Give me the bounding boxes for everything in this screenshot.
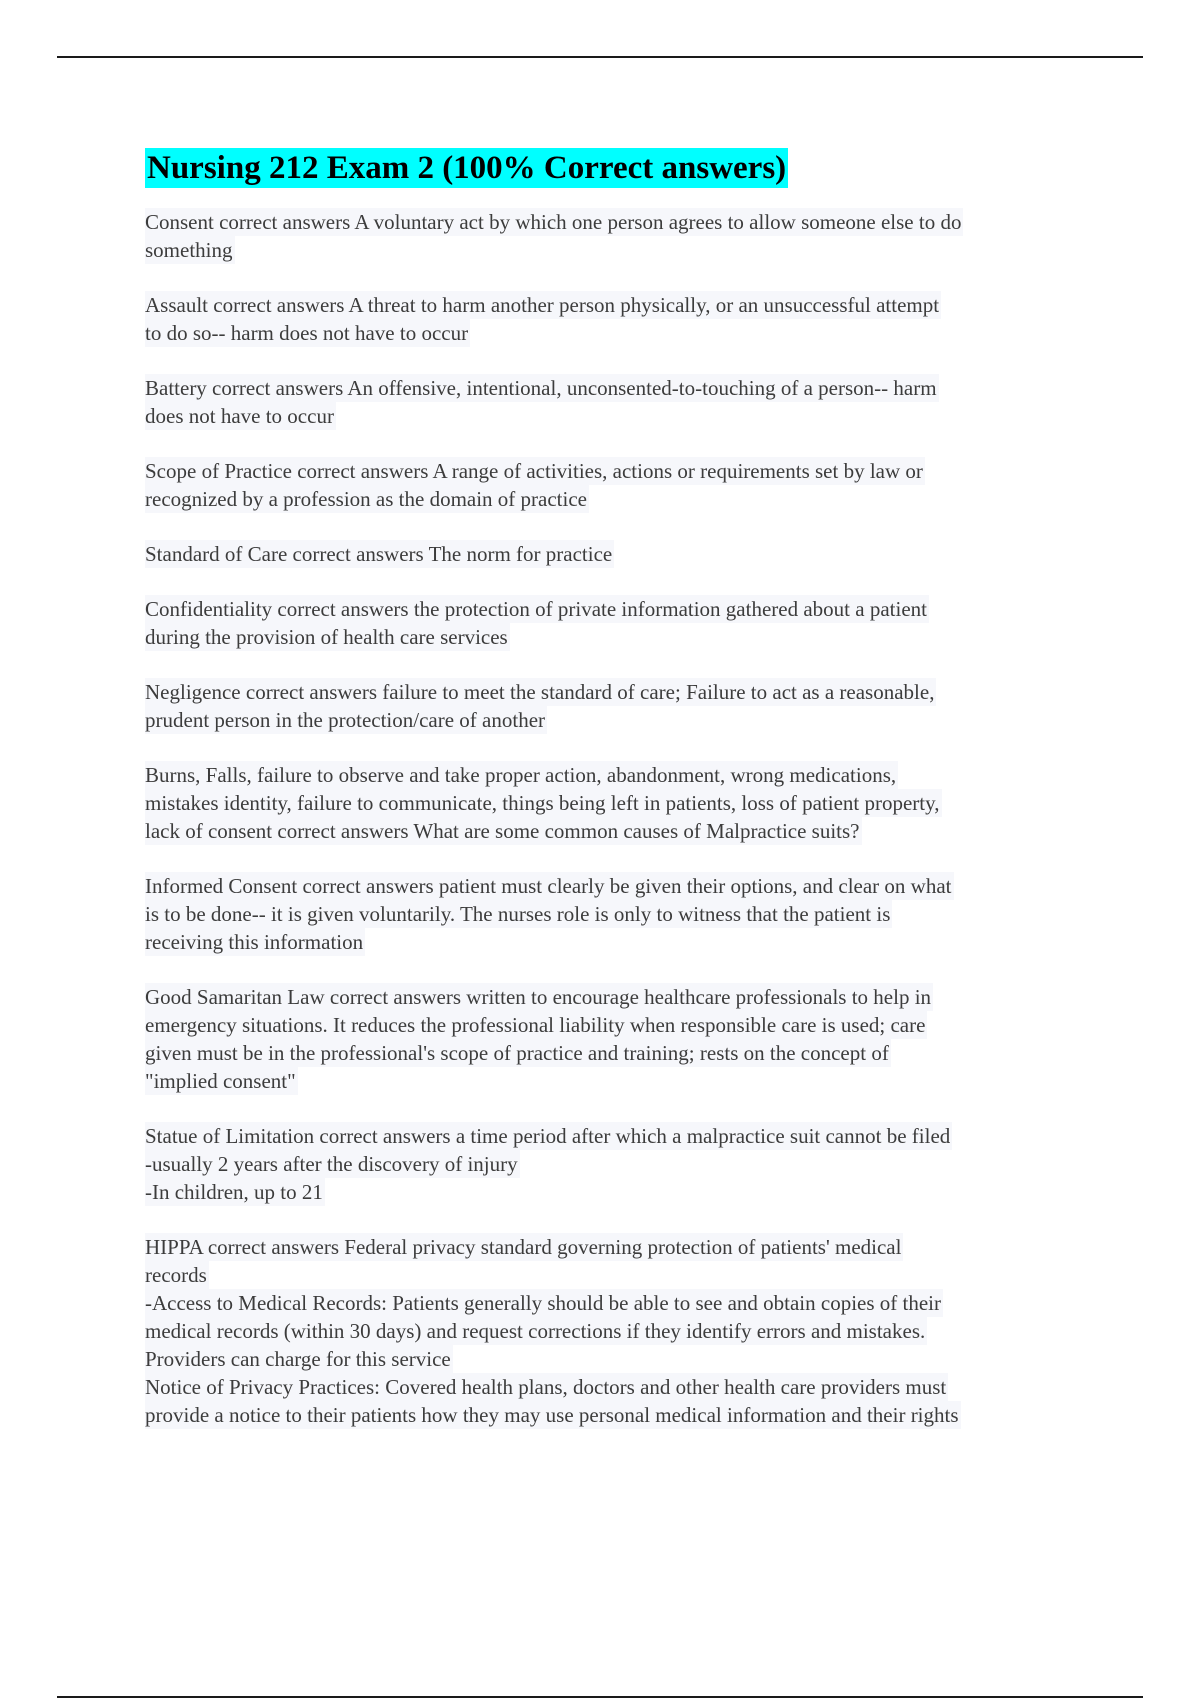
entry-line: to do so-- harm does not have to occur bbox=[145, 321, 469, 345]
document-title: Nursing 212 Exam 2 (100% Correct answers) bbox=[147, 150, 787, 186]
document-body bbox=[145, 148, 1095, 1456]
entry-line: Scope of Practice correct answers A range of activities, actions or requirements set by law or bbox=[145, 459, 923, 483]
entry-line: medical records (within 30 days) and request corrections if they identify errors and mistakes. bbox=[145, 1319, 926, 1343]
qa-entry bbox=[145, 983, 1095, 1095]
qa-entry bbox=[145, 1122, 1095, 1206]
qa-entry bbox=[145, 678, 1095, 734]
qa-entry bbox=[145, 872, 1095, 956]
entry-line: recognized by a profession as the domain of practice bbox=[145, 487, 587, 511]
qa-entry bbox=[145, 291, 1095, 347]
entry-line: provide a notice to their patients how they may use personal medical information and their rights bbox=[145, 1403, 959, 1427]
entry-line: emergency situations. It reduces the professional liability when responsible care is used; care bbox=[145, 1013, 926, 1037]
entry-line: HIPPA correct answers Federal privacy standard governing protection of patients' medical bbox=[145, 1235, 902, 1259]
entry-line: Consent correct answers A voluntary act by which one person agrees to allow someone else to do bbox=[145, 210, 962, 234]
entry-line: does not have to occur bbox=[145, 404, 334, 428]
qa-entry bbox=[145, 595, 1095, 651]
qa-entry bbox=[145, 761, 1095, 845]
entry-line: "implied consent" bbox=[145, 1069, 296, 1093]
entry-line: Battery correct answers An offensive, intentional, unconsented-to-touching of a person-- harm bbox=[145, 376, 937, 400]
entries-list bbox=[145, 208, 1095, 1429]
entry-line: Standard of Care correct answers The norm for practice bbox=[145, 542, 613, 566]
entry-line: Confidentiality correct answers the protection of private information gathered about a patient bbox=[145, 597, 927, 621]
entry-line: -Access to Medical Records: Patients generally should be able to see and obtain copies of their bbox=[145, 1291, 942, 1315]
entry-line: Burns, Falls, failure to observe and take proper action, abandonment, wrong medications, bbox=[145, 763, 897, 787]
top-rule bbox=[57, 56, 1143, 58]
entry-line: lack of consent correct answers What are some common causes of Malpractice suits? bbox=[145, 819, 860, 843]
entry-line: during the provision of health care services bbox=[145, 625, 508, 649]
entry-line: given must be in the professional's scope of practice and training; rests on the concept of bbox=[145, 1041, 889, 1065]
entry-line: Notice of Privacy Practices: Covered health plans, doctors and other health care providers must bbox=[145, 1375, 947, 1399]
qa-entry bbox=[145, 457, 1095, 513]
entry-line: -In children, up to 21 bbox=[145, 1180, 323, 1204]
entry-line: Statue of Limitation correct answers a time period after which a malpractice suit cannot be filed bbox=[145, 1124, 951, 1148]
entry-line: something bbox=[145, 238, 233, 262]
qa-entry bbox=[145, 374, 1095, 430]
qa-entry bbox=[145, 1233, 1095, 1429]
bottom-rule bbox=[57, 1696, 1143, 1698]
qa-entry bbox=[145, 540, 1095, 568]
entry-line: Good Samaritan Law correct answers written to encourage healthcare professionals to help in bbox=[145, 985, 932, 1009]
qa-entry bbox=[145, 208, 1095, 264]
entry-line: prudent person in the protection/care of another bbox=[145, 708, 546, 732]
entry-line: receiving this information bbox=[145, 930, 364, 954]
entry-line: -usually 2 years after the discovery of injury bbox=[145, 1152, 518, 1176]
entry-line: Informed Consent correct answers patient must clearly be given their options, and clear on what bbox=[145, 874, 952, 898]
entry-line: Assault correct answers A threat to harm another person physically, or an unsuccessful attempt bbox=[145, 293, 940, 317]
entry-line: is to be done-- it is given voluntarily. The nurses role is only to witness that the patient is bbox=[145, 902, 891, 926]
entry-line: Negligence correct answers failure to meet the standard of care; Failure to act as a reasonable, bbox=[145, 680, 935, 704]
entry-line: records bbox=[145, 1263, 207, 1287]
entry-line: Providers can charge for this service bbox=[145, 1347, 451, 1371]
entry-line: mistakes identity, failure to communicate, things being left in patients, loss of patient property, bbox=[145, 791, 940, 815]
